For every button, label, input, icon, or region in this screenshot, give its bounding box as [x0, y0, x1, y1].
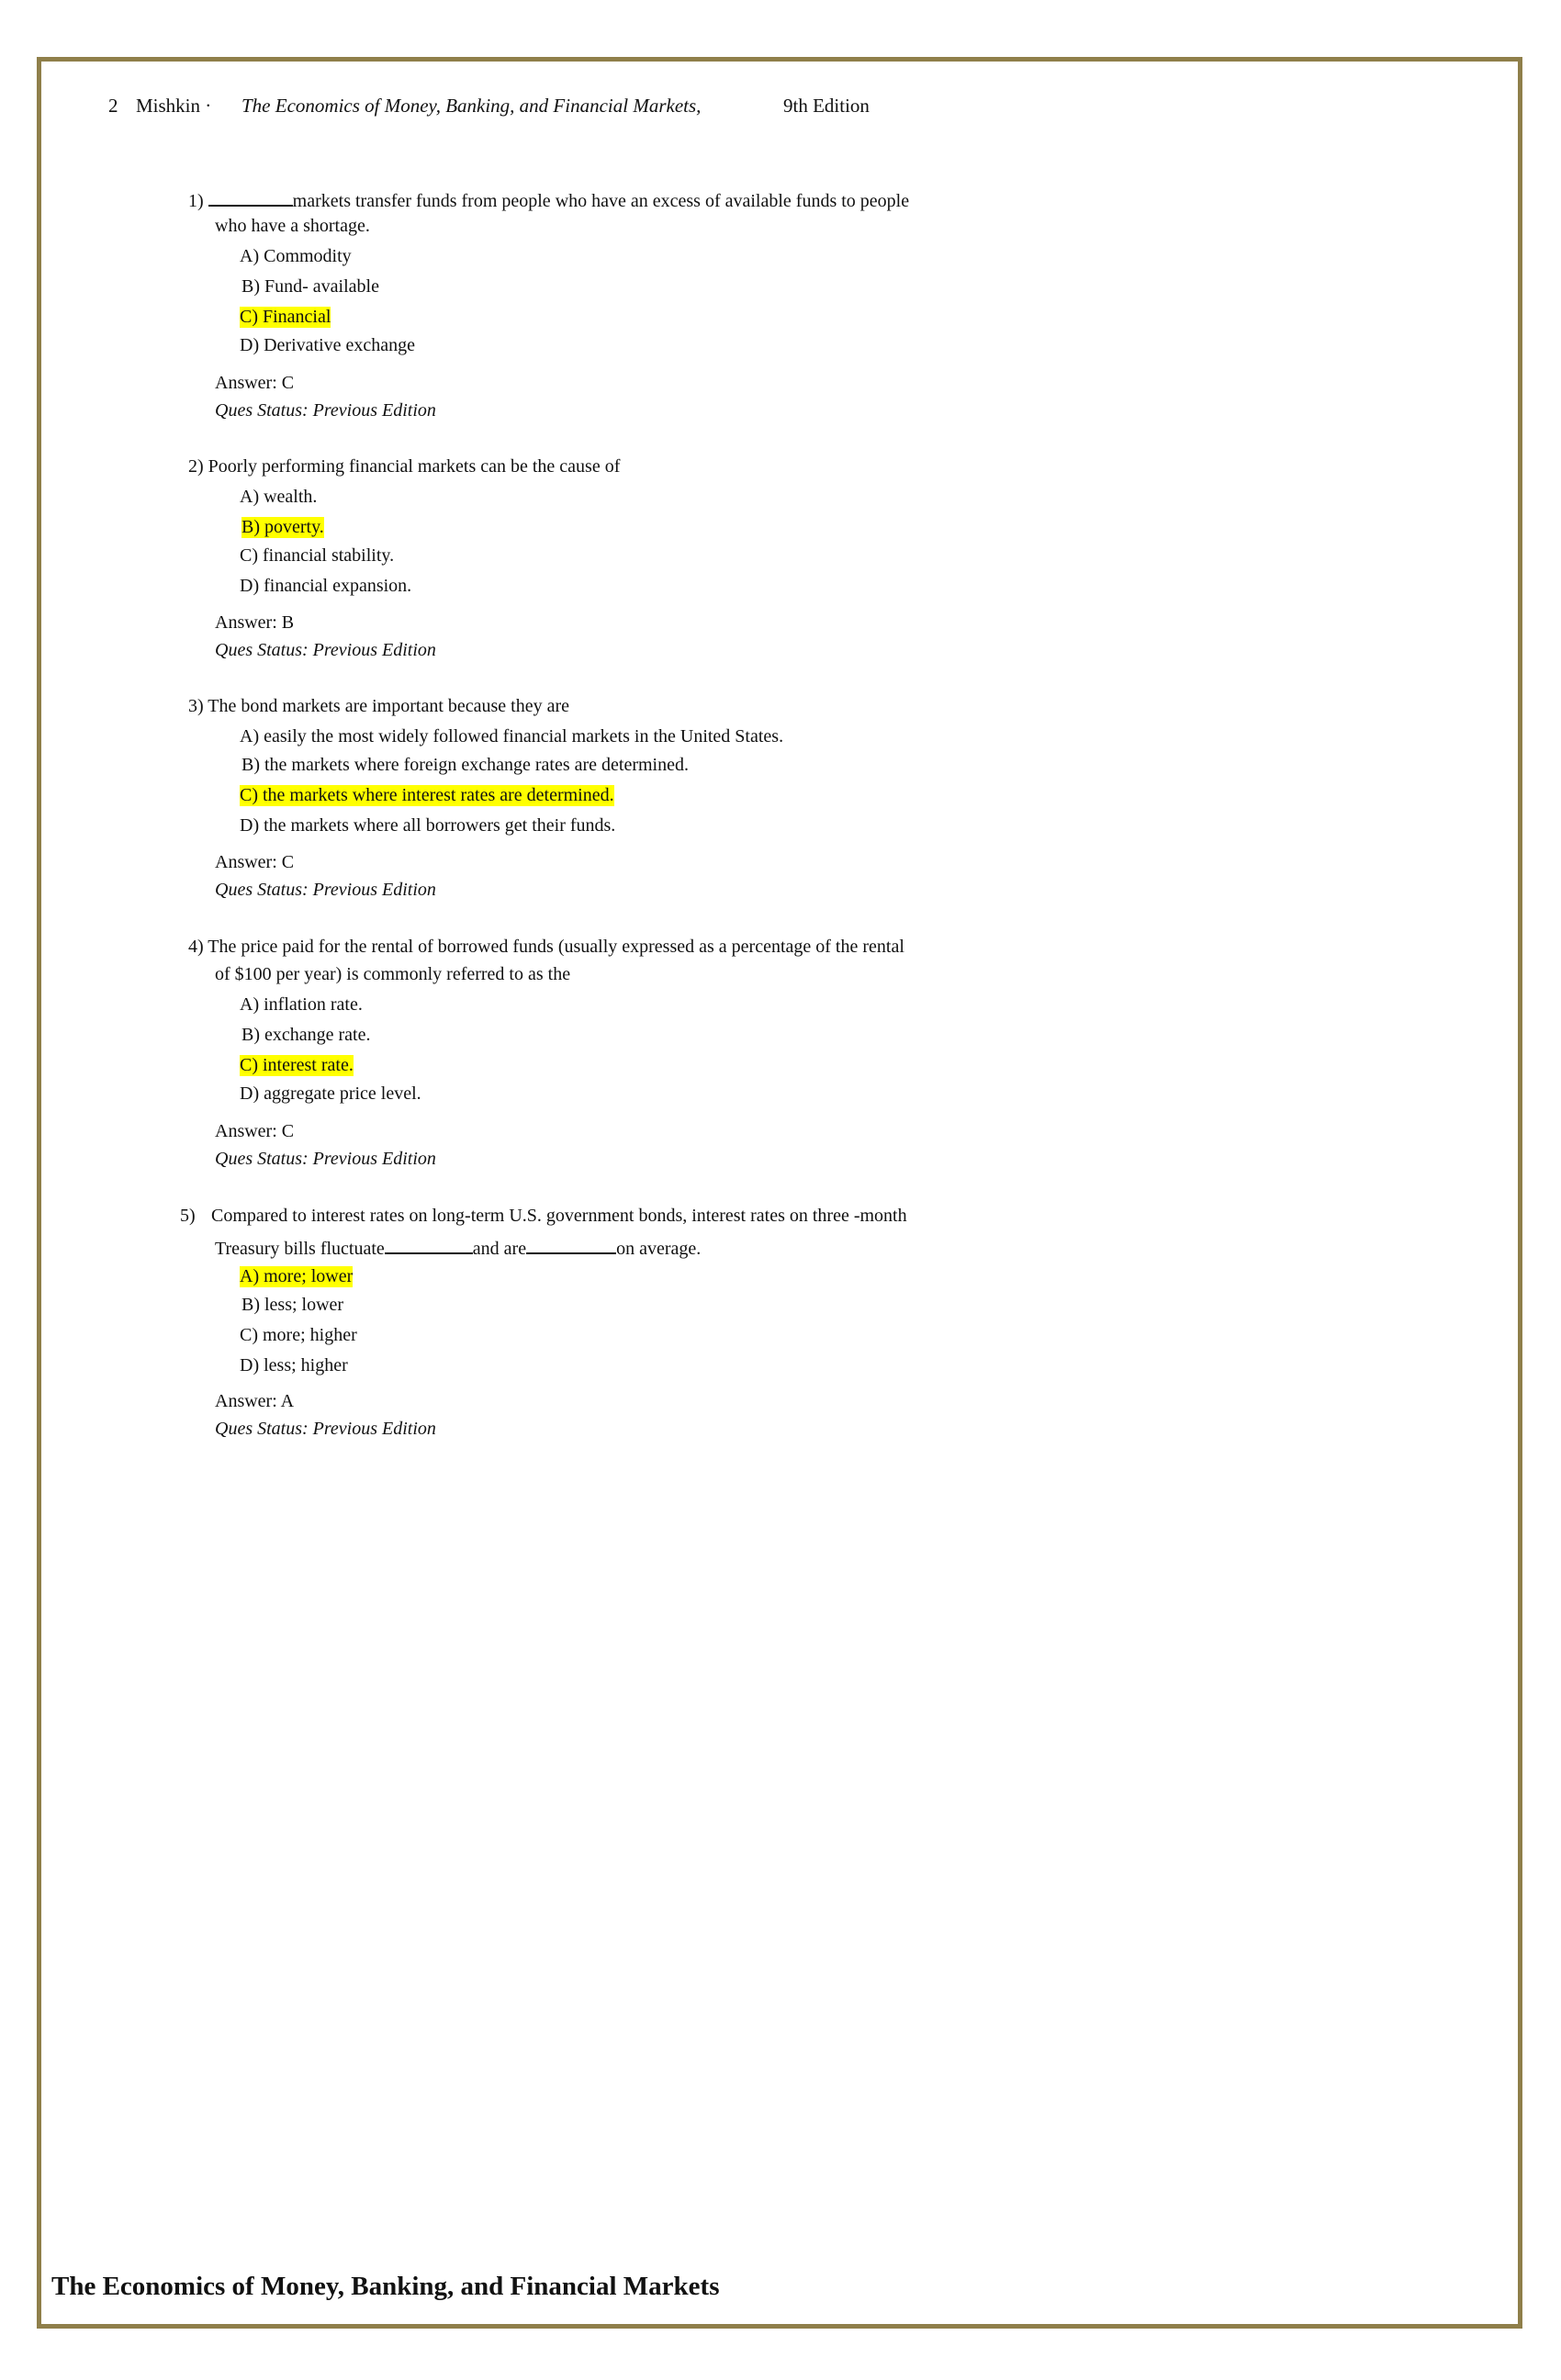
question-3-option-d: D) the markets where all borrowers get their funds.	[240, 815, 616, 836]
question-5-status: Ques Status: Previous Edition	[215, 1419, 436, 1439]
question-5-option-c: C) more; higher	[240, 1325, 357, 1345]
question-2-option-a: A) wealth.	[240, 487, 318, 507]
question-5-stem-part-a: Treasury bills fluctuate	[215, 1239, 385, 1259]
question-5-answer: Answer: A	[215, 1391, 295, 1411]
question-1-stem: markets transfer funds from people who have an excess of available funds to people	[292, 191, 910, 211]
question-4-option-c: C) interest rate.	[240, 1055, 354, 1075]
header-book-title: The Economics of Money, Banking, and Financial Markets,	[241, 95, 702, 117]
question-5-option-a: A) more; lower	[240, 1266, 354, 1286]
question-3-option-c: C) the markets where interest rates are determined.	[240, 785, 614, 805]
question-1-answer: Answer: C	[215, 373, 295, 393]
answer-blank	[208, 188, 293, 207]
question-3-option-a: A) easily the most widely followed financial markets in the United States.	[240, 726, 784, 747]
question-1-stem-line2: who have a shortage.	[215, 216, 370, 236]
header-author: Mishkin ·	[136, 95, 212, 117]
question-5-stem-part-b: and are	[472, 1239, 527, 1259]
question-1-option-c: C) Financial	[240, 307, 331, 327]
answer-blank	[526, 1236, 616, 1254]
question-4-stem: 4) The price paid for the rental of borrowed funds (usually expressed as a percentage of the rental	[188, 937, 904, 957]
question-5-option-b: B) less; lower	[241, 1295, 344, 1315]
question-4-option-d: D) aggregate price level.	[240, 1083, 421, 1104]
page-number: 2	[108, 95, 118, 117]
question-3-status: Ques Status: Previous Edition	[215, 880, 436, 900]
question-4-answer: Answer: C	[215, 1121, 295, 1141]
question-2-status: Ques Status: Previous Edition	[215, 640, 436, 660]
header-edition: 9th Edition	[783, 95, 870, 117]
question-4-stem-line2: of $100 per year) is commonly referred to as the	[215, 964, 571, 984]
question-2-option-d: D) financial expansion.	[240, 576, 412, 596]
question-5-number: 5)	[180, 1206, 196, 1226]
question-2-stem: 2) Poorly performing financial markets can be the cause of	[188, 456, 621, 477]
question-1-option-a: A) Commodity	[240, 246, 352, 266]
question-2-answer: Answer: B	[215, 612, 295, 633]
footer-book-title: The Economics of Money, Banking, and Financial Markets	[51, 2272, 720, 2301]
question-4-option-b: B) exchange rate.	[241, 1025, 371, 1045]
question-1-status: Ques Status: Previous Edition	[215, 400, 436, 421]
question-3-option-b: B) the markets where foreign exchange rates are determined.	[241, 755, 689, 775]
question-3-answer: Answer: C	[215, 852, 295, 872]
question-3-stem: 3) The bond markets are important because they are	[188, 696, 570, 716]
question-1-option-d: D) Derivative exchange	[240, 335, 416, 355]
question-1-option-b: B) Fund- available	[241, 276, 379, 297]
question-2-option-b: B) poverty.	[241, 517, 324, 537]
question-5-stem: Compared to interest rates on long-term U.S. government bonds, interest rates on three -month	[211, 1206, 907, 1226]
question-5-stem-part-c: on average.	[616, 1239, 702, 1259]
question-2-option-c: C) financial stability.	[240, 545, 395, 566]
answer-blank	[385, 1236, 473, 1254]
question-1-number: 1)	[188, 191, 204, 211]
question-5-option-d: D) less; higher	[240, 1355, 348, 1375]
question-4-option-a: A) inflation rate.	[240, 994, 363, 1015]
page-border	[37, 57, 1522, 2329]
question-4-status: Ques Status: Previous Edition	[215, 1149, 436, 1169]
